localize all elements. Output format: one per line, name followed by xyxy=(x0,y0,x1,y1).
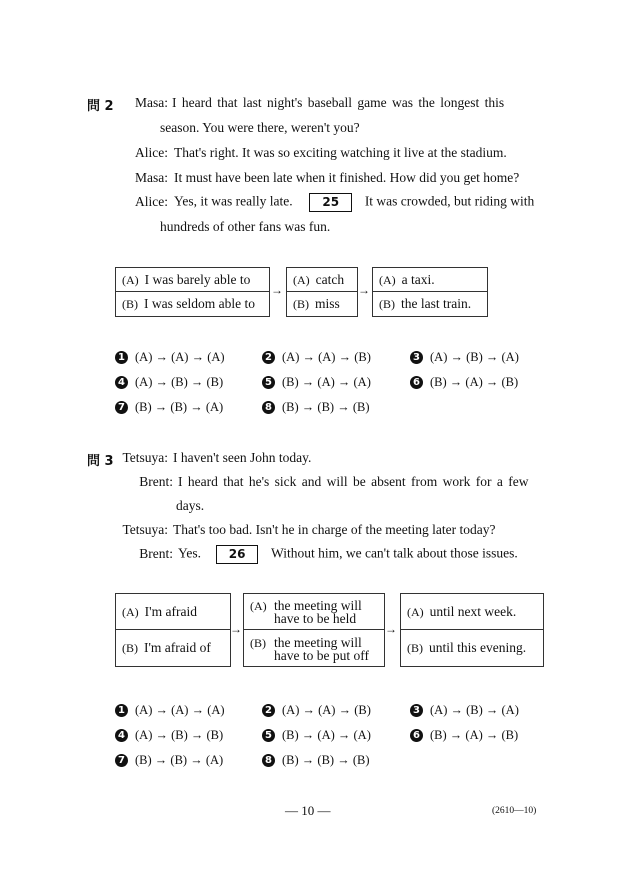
option-sequence: (B) → (A) → (B) xyxy=(430,375,519,389)
answer-option[interactable] xyxy=(115,400,223,415)
dialogue-text: Without him, we can't talk about those issues. xyxy=(271,545,518,561)
answer-blank-25[interactable]: 25 xyxy=(309,193,352,212)
option-sequence: (A) → (B) → (A) xyxy=(430,350,519,364)
answer-option[interactable] xyxy=(115,350,225,365)
option-sequence: (A) → (B) → (A) xyxy=(430,703,519,717)
option-label-a: (A) xyxy=(122,273,139,287)
answer-option[interactable] xyxy=(410,375,518,390)
choice-a xyxy=(274,599,362,625)
answer-option[interactable] xyxy=(410,350,519,365)
answer-option[interactable] xyxy=(262,703,371,718)
speaker-label: Alice: xyxy=(135,145,168,160)
choice-a: until next week. xyxy=(429,604,517,619)
option-label-b: (B) xyxy=(407,641,423,655)
choice-b: until this evening. xyxy=(429,640,527,655)
choice-b: the last train. xyxy=(401,296,472,311)
choice-box-2 xyxy=(243,593,385,667)
answer-option[interactable] xyxy=(262,350,371,365)
option-number: 8 xyxy=(262,401,275,414)
arrow-icon: → xyxy=(271,283,283,297)
option-number: 7 xyxy=(115,754,128,767)
choice-a: catch xyxy=(315,272,345,287)
choice-a-line: have to be held xyxy=(274,611,357,626)
option-label-b: (B) xyxy=(379,297,395,311)
dialogue-line-with-blank xyxy=(178,545,518,564)
option-label-b: (B) xyxy=(250,636,266,650)
choice-box-2 xyxy=(286,267,358,317)
option-sequence: (A) → (B) → (B) xyxy=(135,728,224,742)
option-label-a: (A) xyxy=(379,273,396,287)
option-number: 6 xyxy=(410,376,423,389)
arrow-icon: → xyxy=(358,283,370,297)
option-number: 1 xyxy=(115,704,128,717)
answer-option[interactable] xyxy=(262,400,370,415)
answer-option[interactable] xyxy=(115,753,223,768)
option-label-a: (A) xyxy=(293,273,310,287)
option-number: 5 xyxy=(262,729,275,742)
option-sequence: (B) → (A) → (A) xyxy=(282,728,371,742)
speaker-label: Tetsuya: xyxy=(122,450,168,465)
dialogue-text: Yes, it was really late. xyxy=(174,193,293,209)
choice-box-3 xyxy=(400,593,544,667)
question-number: 問 3 xyxy=(87,454,114,469)
option-number: 7 xyxy=(115,401,128,414)
speaker-label: Brent: xyxy=(139,546,173,561)
page-number: — 10 — xyxy=(285,803,331,818)
choice-box-1 xyxy=(115,593,231,667)
answer-option[interactable] xyxy=(410,728,518,743)
speaker-label: Masa: xyxy=(135,170,168,185)
page-code: (2610—10) xyxy=(492,806,537,816)
option-label-a: (A) xyxy=(407,605,424,619)
answer-blank-26[interactable]: 26 xyxy=(216,545,259,564)
choice-b-line: the meeting will xyxy=(274,635,362,650)
option-number: 2 xyxy=(262,351,275,364)
dialogue-line: I heard that he's sick and will be absent from work for a few xyxy=(178,474,529,489)
answer-option[interactable] xyxy=(115,728,223,743)
dialogue-line: hundreds of other fans was fun. xyxy=(160,219,331,234)
answer-option[interactable] xyxy=(262,375,371,390)
choice-a: a taxi. xyxy=(401,272,435,287)
option-label-b: (B) xyxy=(293,297,309,311)
answer-option[interactable] xyxy=(262,728,371,743)
option-sequence: (A) → (A) → (A) xyxy=(135,703,225,717)
dialogue-line: That's right. It was so exciting watching it live at the stadium. xyxy=(174,145,507,160)
choice-b: I'm afraid of xyxy=(144,640,211,655)
option-number: 8 xyxy=(262,754,275,767)
dialogue-line: That's too bad. Isn't he in charge of the meeting later today? xyxy=(173,522,496,537)
choice-a: I was barely able to xyxy=(144,272,251,287)
choice-box-1 xyxy=(115,267,270,317)
option-number: 6 xyxy=(410,729,423,742)
speaker-label: Tetsuya: xyxy=(122,522,168,537)
speaker-label: Masa: xyxy=(135,95,168,110)
option-sequence: (A) → (B) → (B) xyxy=(135,375,224,389)
option-sequence: (A) → (A) → (A) xyxy=(135,350,225,364)
option-sequence: (B) → (A) → (B) xyxy=(430,728,519,742)
dialogue-text: It was crowded, but riding with xyxy=(364,193,535,209)
dialogue-text: Yes. xyxy=(178,545,202,561)
dialogue-line: I haven't seen John today. xyxy=(173,450,312,465)
option-label-a: (A) xyxy=(250,599,267,613)
option-sequence: (B) → (B) → (A) xyxy=(135,400,224,414)
option-sequence: (B) → (B) → (B) xyxy=(282,753,370,767)
choice-a: I'm afraid xyxy=(144,604,197,619)
question-number: 問 2 xyxy=(87,99,114,114)
answer-option[interactable] xyxy=(115,375,223,390)
choice-box-3 xyxy=(372,267,488,317)
dialogue-line: It must have been late when it finished. How did you get home? xyxy=(174,170,520,185)
answer-option[interactable] xyxy=(115,703,225,718)
speaker-label: Alice: xyxy=(135,194,168,209)
option-number: 3 xyxy=(410,704,423,717)
option-number: 2 xyxy=(262,704,275,717)
option-number: 5 xyxy=(262,376,275,389)
option-sequence: (B) → (B) → (B) xyxy=(282,400,370,414)
dialogue-line: I heard that last night's baseball game was the longest this xyxy=(172,95,505,110)
option-sequence: (B) → (A) → (A) xyxy=(282,375,371,389)
option-label-b: (B) xyxy=(122,641,138,655)
arrow-icon: → xyxy=(230,622,242,636)
option-number: 1 xyxy=(115,351,128,364)
option-label-a: (A) xyxy=(122,605,139,619)
option-sequence: (A) → (A) → (B) xyxy=(282,350,371,364)
option-number: 4 xyxy=(115,729,128,742)
option-number: 3 xyxy=(410,351,423,364)
dialogue-line-with-blank xyxy=(174,193,534,212)
choice-a-line: the meeting will xyxy=(274,598,362,613)
arrow-icon: → xyxy=(385,622,397,636)
option-sequence: (A) → (A) → (B) xyxy=(282,703,371,717)
dialogue-line: days. xyxy=(176,498,205,513)
choice-b: I was seldom able to xyxy=(144,296,255,311)
answer-option[interactable] xyxy=(410,703,519,718)
option-sequence: (B) → (B) → (A) xyxy=(135,753,224,767)
choice-b xyxy=(274,636,369,662)
option-number: 4 xyxy=(115,376,128,389)
answer-option[interactable] xyxy=(262,753,370,768)
option-label-b: (B) xyxy=(122,297,138,311)
speaker-label: Brent: xyxy=(139,474,173,489)
dialogue-line: season. You were there, weren't you? xyxy=(160,120,360,135)
choice-b: miss xyxy=(315,296,340,311)
choice-b-line: have to be put off xyxy=(274,648,369,663)
